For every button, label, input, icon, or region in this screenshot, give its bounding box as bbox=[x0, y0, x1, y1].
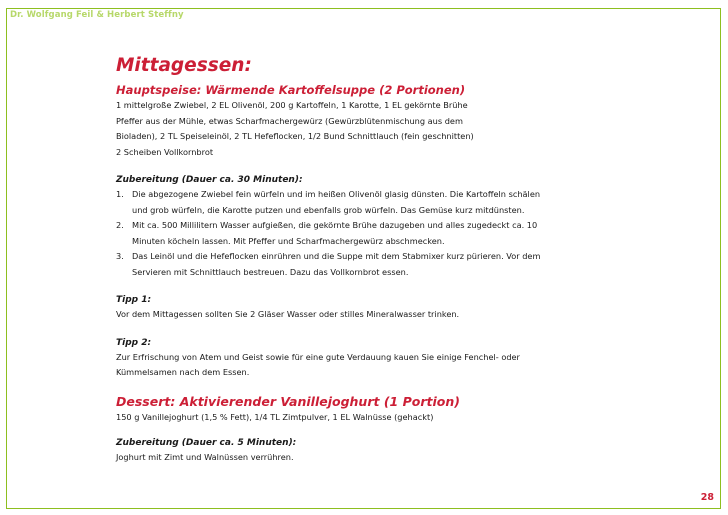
ingredient-line: 150 g Vanillejoghurt (1,5 % Fett), 1/4 TL Zimtpulver, 1 EL Walnüsse (gehackt) bbox=[116, 411, 434, 422]
dessert-preparation-heading: Zubereitung (Dauer ca. 5 Minuten): bbox=[116, 438, 297, 448]
tip-line: Zur Erfrischung von Atem und Geist sowie für eine gute Verdauung kauen Sie einige Fenchel- oder bbox=[116, 351, 520, 362]
dessert-section bbox=[116, 393, 576, 466]
tip-1-heading: Tipp 1: bbox=[116, 295, 152, 305]
main-dish-preparation-heading: Zubereitung (Dauer ca. 30 Minuten): bbox=[116, 175, 303, 185]
tip-1-section bbox=[116, 294, 576, 323]
tip-line: Vor dem Mittagessen sollten Sie 2 Gläser Wasser oder stilles Mineralwasser trinken. bbox=[116, 309, 460, 319]
step-line: Minuten köcheln lassen. Mit Pfeffer und Scharfmachergewürz abschmecken. bbox=[132, 235, 445, 246]
dessert-heading: Dessert: Aktivierender Vanillejoghurt (1 Portion) bbox=[116, 393, 460, 409]
preparation-line: Joghurt mit Zimt und Walnüssen verrühren. bbox=[116, 452, 294, 462]
preparation-step bbox=[116, 249, 576, 280]
tip-2-section bbox=[116, 337, 576, 381]
step-line: Mit ca. 500 Millilitern Wasser aufgießen, die gekörnte Brühe dazugeben und alles zugedeckt ca. 10 bbox=[132, 220, 538, 230]
tip-line: Kümmelsamen nach dem Essen. bbox=[116, 367, 250, 377]
step-number: 2. bbox=[116, 220, 124, 230]
ingredient-line: 2 Scheiben Vollkornbrot bbox=[116, 146, 214, 157]
page-content bbox=[116, 55, 576, 466]
step-line: Servieren mit Schnittlauch bestreuen. Dazu das Vollkornbrot essen. bbox=[132, 266, 409, 277]
step-number: 1. bbox=[116, 189, 124, 199]
page-title: Mittagessen: bbox=[116, 55, 252, 76]
preparation-step bbox=[116, 218, 576, 249]
step-line: Das Leinöl und die Hefeflocken einrühren und die Suppe mit dem Stabmixer kurz pürieren. Vor dem bbox=[132, 251, 541, 261]
header-authors: Dr. Wolfgang Feil & Herbert Steffny bbox=[10, 10, 184, 20]
page-number: 28 bbox=[700, 492, 714, 503]
main-dish-section bbox=[116, 82, 576, 280]
ingredient-line: 1 mittelgroße Zwiebel, 2 EL Olivenöl, 200 g Kartoffeln, 1 Karotte, 1 EL gekörnte Brühe bbox=[116, 100, 468, 110]
preparation-step bbox=[116, 187, 576, 218]
step-line: Die abgezogene Zwiebel fein würfeln und im heißen Olivenöl glasig dünsten. Die Kartoffeln schälen bbox=[132, 189, 541, 199]
main-dish-heading: Hauptspeise: Wärmende Kartoffelsuppe (2 Portionen) bbox=[116, 83, 466, 97]
step-line: und grob würfeln, die Karotte putzen und ebenfalls grob würfeln. Das Gemüse kurz mitdünsten. bbox=[132, 204, 525, 215]
step-number: 3. bbox=[116, 251, 124, 261]
tip-2-heading: Tipp 2: bbox=[116, 337, 152, 348]
ingredient-line: Bioladen), 2 TL Speiseleinöl, 2 TL Hefeflocken, 1/2 Bund Schnittlauch (fein geschnitten) bbox=[116, 131, 474, 141]
ingredient-line: Pfeffer aus der Mühle, etwas Scharfmachergewürz (Gewürzblütenmischung aus dem bbox=[116, 115, 463, 126]
